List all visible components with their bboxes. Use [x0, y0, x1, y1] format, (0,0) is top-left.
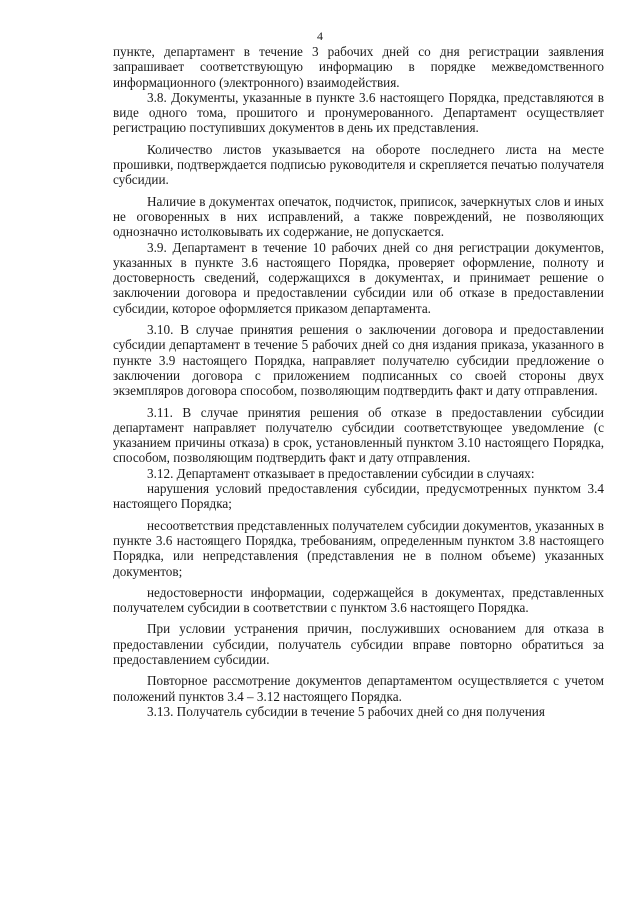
paragraph: несоответствия представленных получателем субсидии документов, указанных в пункте 3.6 настоящего Порядка, требованиям, определенным пунктом 3.8 настоящего Порядка, или непредставления (представления не в полном объеме) указанных документов; — [113, 517, 604, 579]
paragraph: Наличие в документах опечаток, подчисток, приписок, зачеркнутых слов и иных не оговоренных в них исправлений, а также повреждений, не позволяющих однозначно истолковывать их содержание, не допускается. — [113, 193, 604, 240]
page-number: 4 — [317, 29, 323, 43]
document-body — [113, 44, 604, 719]
paragraph: 3.8. Документы, указанные в пункте 3.6 настоящего Порядка, представляются в виде одного тома, прошитого и пронумерованного. Департамент осуществляет регистрацию поступивших документов в день их представления. — [113, 89, 604, 136]
paragraph: 3.11. В случае принятия решения об отказе в предоставлении субсидии департамент направляет получателю субсидии соответствующее уведомление (с указанием причины отказа) в срок, установленный пунктом 3.10 настоящего Порядка, способом, позволяющим подтвердить факт и дату отправления. — [113, 404, 604, 466]
paragraph: Повторное рассмотрение документов департаментом осуществляется с учетом положений пунктов 3.4 – 3.12 настоящего Порядка. — [113, 673, 604, 704]
paragraph: 3.10. В случае принятия решения о заключении договора и предоставлении субсидии департамент в течение 5 рабочих дней со дня издания приказа, указанного в пункте 3.9 настоящего Порядка, направляет получателю субсидии предложение о заключении договора с приложением подписанных со своей стороны двух экземпляров договора способом, позволяющим подтвердить факт и дату отправления. — [113, 322, 604, 399]
paragraph: пункте, департамент в течение 3 рабочих дней со дня регистрации заявления запрашивает соответствующую информацию в порядке межведомственного информационного (электронного) взаимодействия. — [113, 44, 604, 90]
paragraph: 3.13. Получатель субсидии в течение 5 рабочих дней со дня получения — [147, 703, 545, 719]
paragraph: недостоверности информации, содержащейся в документах, представленных получателем субсидии в соответствии с пунктом 3.6 настоящего Порядка. — [113, 584, 604, 616]
paragraph: При условии устранения причин, послуживших основанием для отказа в предоставлении субсидии, получатель субсидии вправе повторно обратиться за предоставлением субсидии. — [113, 621, 604, 667]
paragraph: Количество листов указывается на обороте последнего листа на месте прошивки, подтверждается подписью руководителя и скрепляется печатью получателя субсидии. — [113, 141, 604, 188]
paragraph: нарушения условий предоставления субсидии, предусмотренных пунктом 3.4 настоящего Порядка; — [113, 481, 604, 512]
paragraph: 3.9. Департамент в течение 10 рабочих дней со дня регистрации документов, указанных в пункте 3.6 настоящего Порядка, проверяет оформление, полноту и достоверность сведений, содержащихся в документах, и принимает решение о заключении договора и предоставлении субсидии или об отказе в предоставлении субсидии, которое оформляется приказом департамента. — [113, 239, 604, 316]
paragraph: 3.12. Департамент отказывает в предоставлении субсидии в случаях: — [147, 465, 535, 481]
